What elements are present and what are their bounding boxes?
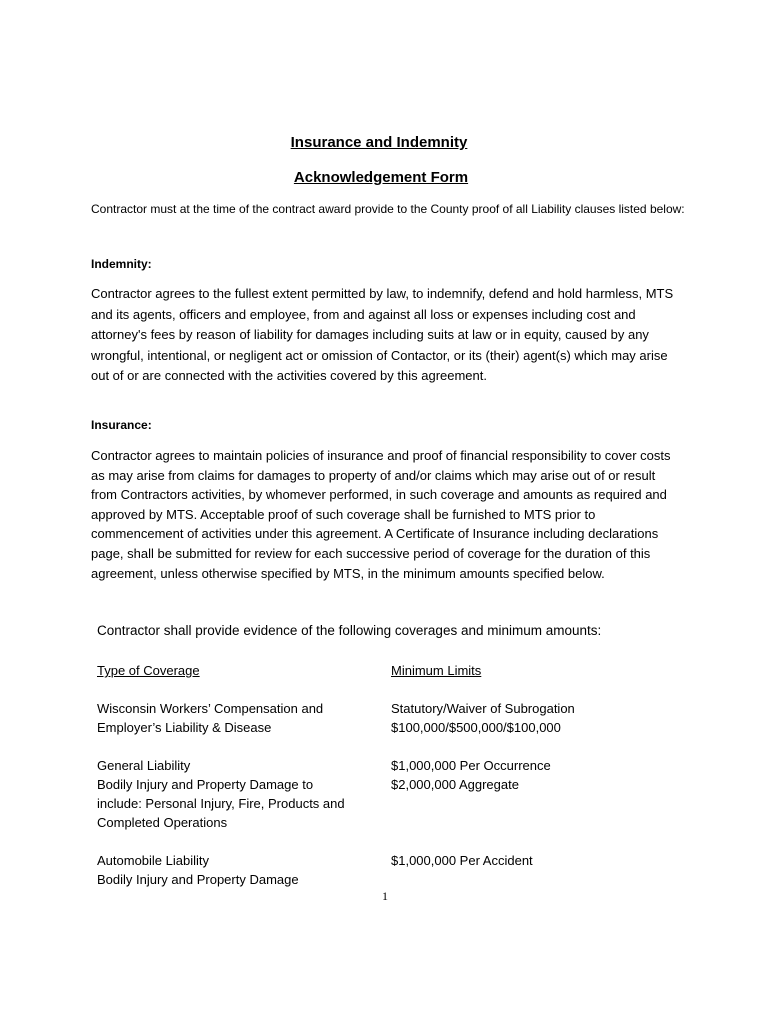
coverage-limit-line: $1,000,000 Per Occurrence [391, 758, 551, 773]
coverage-type-line: Employer’s Liability & Disease [97, 720, 272, 735]
table-row-limits [391, 851, 691, 870]
document-title: Insurance and Indemnity [290, 134, 468, 151]
indemnity-heading: Indemnity: [91, 257, 152, 271]
intro-text: Contractor must at the time of the contract award provide to the County proof of all Liability clauses listed below: [91, 202, 685, 216]
table-row-type [97, 699, 387, 737]
coverage-lead-text: Contractor shall provide evidence of the following coverages and minimum amounts: [97, 623, 602, 638]
coverage-limit-line: Statutory/Waiver of Subrogation [391, 701, 575, 716]
table-row-limits [391, 756, 691, 794]
table-header-type: Type of Coverage [97, 663, 200, 678]
coverage-type-line: Bodily Injury and Property Damage to [97, 777, 314, 792]
coverage-limit-line: $2,000,000 Aggregate [391, 777, 519, 792]
coverage-limit-line: $1,000,000 Per Accident [391, 853, 533, 868]
document-subtitle: Acknowledgement Form [293, 169, 469, 186]
insurance-text: Contractor agrees to maintain policies of insurance and proof of financial responsibility to cover costs as may arise from claims for damages to property of and/or claims which may arise out of or result from Contractors activities, by whomever performed, in such coverage and amounts as required and approved by MTS. Acceptable proof of such coverage shall be furnished to MTS prior to commencement of activities under this agreement. A Certificate of Insurance including declarations page, shall be submitted for review for each successive period of coverage for the duration of this agreement, unless otherwise specified by MTS, in the minimum amounts specified below. [91, 448, 671, 581]
table-row-type [97, 756, 387, 832]
page-number: 1 [382, 889, 388, 903]
coverage-type-line: Automobile Liability [97, 853, 210, 868]
coverage-type-line: Completed Operations [97, 815, 228, 830]
coverage-type-line: Bodily Injury and Property Damage [97, 872, 299, 887]
indemnity-text: Contractor agrees to the fullest extent permitted by law, to indemnify, defend and hold harmless, MTS and its agents, officers and employee, from and against all loss or expenses including cost and attorney's fees by reason of liability for damages including suits at law or in equity, caused by any wrongful, intentional, or negligent act or omission of Contactor, or its (their) agent(s) which may arise out of or are connected with the activities covered by this agreement. [91, 286, 674, 383]
coverage-type-line: General Liability [97, 758, 191, 773]
table-header-limits: Minimum Limits [391, 663, 482, 678]
coverage-limit-line: $100,000/$500,000/$100,000 [391, 720, 561, 735]
coverage-type-line: include: Personal Injury, Fire, Products and [97, 796, 345, 811]
table-row-limits [391, 699, 691, 737]
coverage-type-line: Wisconsin Workers’ Compensation and [97, 701, 324, 716]
insurance-heading: Insurance: [91, 418, 152, 432]
table-row-type [97, 851, 387, 889]
